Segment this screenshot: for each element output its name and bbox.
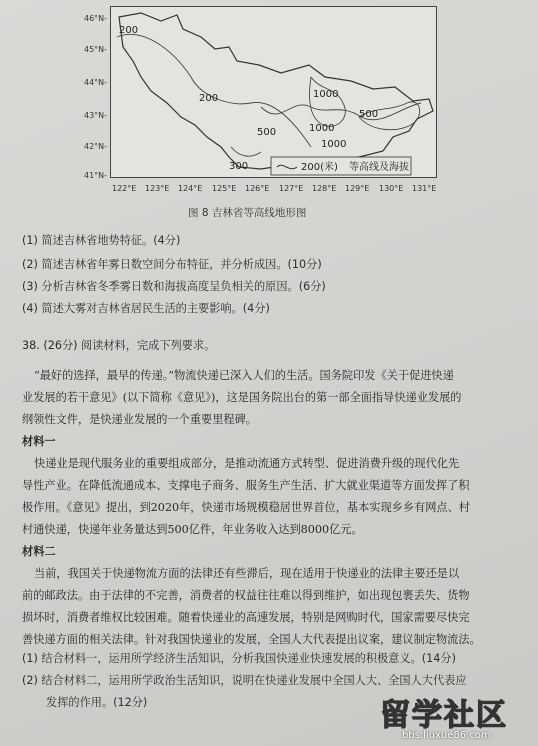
lon-label: 130°E — [379, 184, 404, 193]
contour-label: 1000 — [321, 139, 347, 150]
lat-label: 42°N- — [84, 142, 108, 151]
lat-label: 45°N- — [84, 45, 108, 54]
lon-label: 126°E — [245, 184, 270, 193]
intro-line: 业发展的若干意见》(以下简称《意见》)，这是国务院出台的第一部全面指导快递业发展的 — [22, 391, 462, 404]
material1-line: 村通快递，快递年业务量达到500亿件，年业务收入达到8000亿元。 — [22, 523, 363, 536]
legend-text: 等高线及海拔 — [349, 162, 409, 173]
figure-caption: 图 8 吉林省等高线地形图 — [188, 207, 307, 219]
contour-line — [117, 34, 311, 147]
contour-map — [110, 6, 437, 178]
material2-line: 损坏时，消费者维权比较困难。随着快递业的高速发展，特别是网购时代，国家需要尽快完 — [22, 611, 470, 624]
lon-label: 128°E — [312, 184, 337, 193]
material2-line: 善快递方面的相关法律。针对我国快递业的发展，全国人大代表提出议案，建议制定物流法。 — [22, 633, 481, 646]
contour-label: 500 — [257, 127, 277, 138]
lon-label: 122°E — [112, 184, 137, 193]
watermark-text: 留学社区 — [380, 698, 508, 733]
lat-label: 43°N- — [84, 111, 108, 120]
contour-label: 200 — [119, 25, 139, 36]
material2-line: 当前，我国关于快递物流方面的法律还有些滞后，现在适用于快递业的法律主要还是以 — [34, 567, 460, 580]
lon-label: 127°E — [279, 184, 304, 193]
intro-line: 纲领性文件，是快递业发展的一个重要里程碑。 — [22, 413, 257, 426]
q37-item: (2) 简述吉林省年雾日数空间分布特征，并分析成因。(10分) — [22, 258, 322, 271]
q38-item-continuation: 发挥的作用。(12分) — [46, 696, 148, 709]
q37-item: (4) 简述大雾对吉林省居民生活的主要影响。(4分) — [22, 302, 270, 315]
province-outline — [119, 13, 433, 169]
legend-unit: 200(米) — [301, 162, 338, 173]
site-watermark — [360, 690, 538, 746]
q38-item: (2) 结合材料二，运用所学政治生活知识，说明在快递业发展中全国人大、全国人大代表应 — [22, 674, 467, 687]
material1-line: 快递业是现代服务业的重要组成部分，是推动流通方式转型、促进消费升级的现代化先 — [34, 457, 460, 470]
contour-line — [231, 147, 261, 156]
q37-item: (3) 分析吉林省冬季雾日数和海拔高度呈负相关的原因。(6分) — [22, 280, 326, 293]
lon-label: 124°E — [178, 184, 203, 193]
lat-label: 44°N- — [84, 78, 108, 87]
lon-label: 125°E — [212, 184, 237, 193]
q37-item: (1) 简述吉林省地势特征。(4分) — [22, 234, 181, 247]
lon-label: 129°E — [345, 184, 370, 193]
material2-title: 材料二 — [22, 545, 56, 558]
map-svg — [111, 7, 436, 177]
contour-label: 1000 — [309, 123, 335, 134]
contour-line — [310, 77, 346, 126]
q38-item: (1) 结合材料一，运用所学经济生活知识，分析我国快递业快速发展的积极意义。(14分) — [22, 652, 456, 665]
q38-header: 38. (26分) 阅读材料，完成下列要求。 — [22, 339, 216, 352]
lat-label: 41°N- — [84, 171, 108, 180]
material1-title: 材料一 — [22, 435, 56, 448]
contour-label: 1000 — [313, 89, 339, 100]
intro-line: “最好的选择，最早的传递。”物流快递已深入人们的生活。国务院印发《关于促进快递 — [34, 369, 454, 382]
lon-label: 123°E — [145, 184, 170, 193]
contour-label: 500 — [359, 109, 379, 120]
watermark-url: bbs.liuxue86.com — [402, 730, 491, 741]
material1-line: 极作用。《意见》提出，到2020年，快递市场规模稳居世界首位，基本实现乡乡有网点、村 — [22, 501, 470, 514]
material1-line: 导性产业。在降低流通成本、支撑电子商务、服务生产生活、扩大就业渠道等方面发挥了积 — [22, 479, 470, 492]
contour-line — [261, 103, 421, 120]
lat-label: 46°N- — [84, 14, 108, 23]
material2-line: 前的邮政法。由于法律的不完善，消费者的权益往往难以得到维护，如出现包裹丢失、货物 — [22, 589, 470, 602]
contour-label: 300 — [229, 161, 249, 172]
lon-label: 131°E — [412, 184, 437, 193]
contour-label: 200 — [199, 93, 219, 104]
